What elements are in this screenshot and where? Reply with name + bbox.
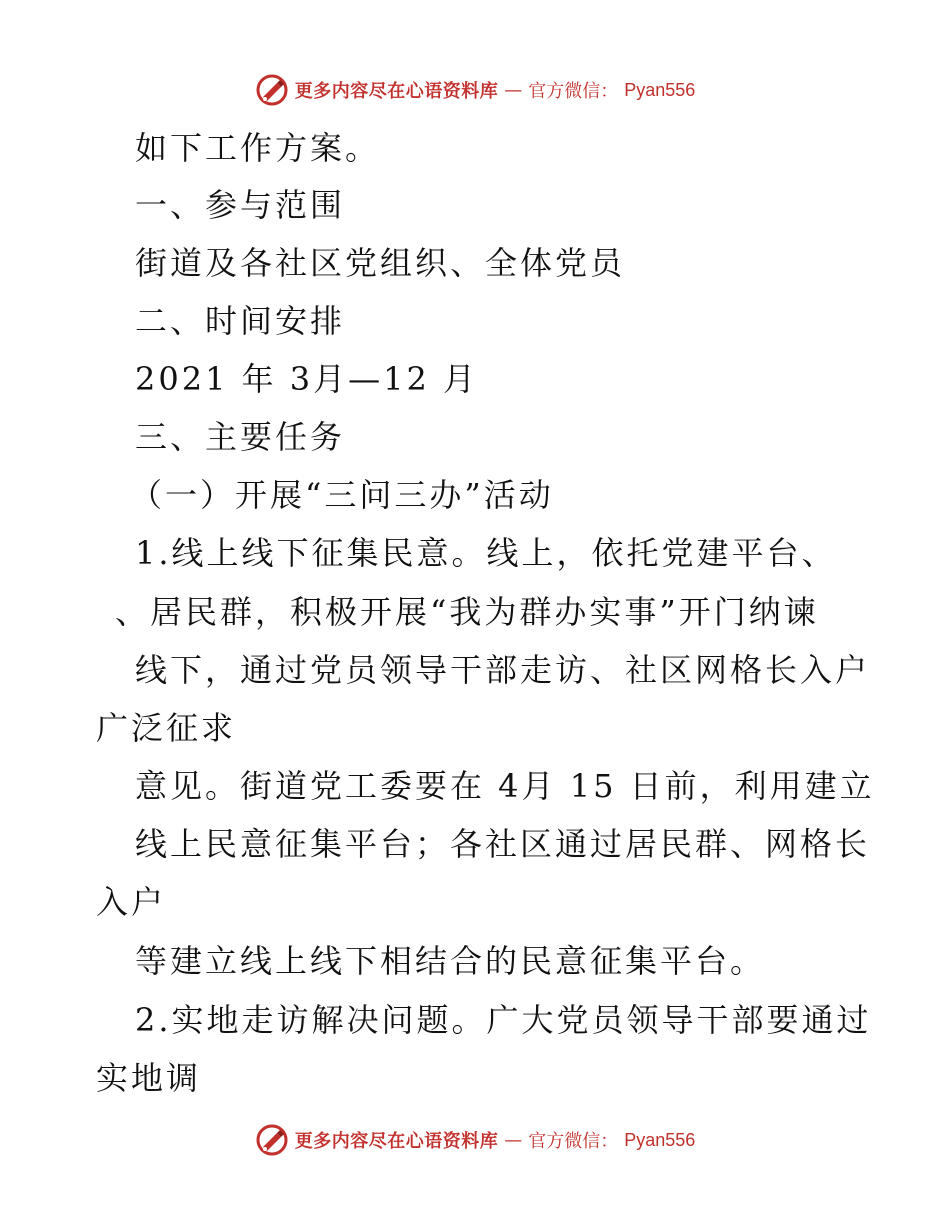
footer-watermark <box>0 1120 950 1160</box>
text-line: 如下工作方案。 <box>135 129 381 167</box>
pen-nib-logo-icon <box>255 1123 289 1157</box>
text-line: 2021 年 3月—12 月 <box>135 360 479 398</box>
section-heading: 三、主要任务 <box>135 418 346 456</box>
text-line: 实地调 <box>96 1059 202 1097</box>
watermark-separator: — <box>504 79 523 101</box>
section-heading: 一、参与范围 <box>135 186 346 224</box>
text-line: 2.实地走访解决问题。广大党员领导干部要通过 <box>135 1001 872 1039</box>
text-line: 、居民群，积极开展“我为群办实事”开门纳谏 <box>115 593 819 631</box>
text-line: 等建立线上线下相结合的民意征集平台。 <box>135 942 766 980</box>
text-line: 街道及各社区党组织、全体党员 <box>135 244 626 282</box>
watermark-wechat-label: 官方微信： <box>528 1131 619 1152</box>
section-heading: 二、时间安排 <box>135 302 346 340</box>
header-watermark <box>0 70 950 110</box>
text-line: 广泛征求 <box>96 709 237 747</box>
watermark-separator: — <box>504 1129 523 1151</box>
text-line: 1.线上线下征集民意。线上，依托党建平台、 <box>135 534 837 572</box>
watermark-wechat-label: 官方微信： <box>528 81 619 102</box>
subsection-heading: （一）开展“三问三办”活动 <box>130 476 554 514</box>
text-line: 意见。街道党工委要在 4月 15 日前，利用建立 <box>135 767 875 805</box>
text-line: 线上民意征集平台；各社区通过居民群、网格长 <box>135 825 871 863</box>
watermark-main-text: 更多内容尽在心语资料库 <box>294 81 499 102</box>
text-line: 入户 <box>96 883 167 921</box>
watermark-wechat-id: Pyan556 <box>624 1129 696 1150</box>
watermark-wechat-id: Pyan556 <box>624 79 696 100</box>
text-line: 线下，通过党员领导干部走访、社区网格长入户 <box>135 651 871 689</box>
watermark-main-text: 更多内容尽在心语资料库 <box>294 1131 499 1152</box>
pen-nib-logo-icon <box>255 73 289 107</box>
